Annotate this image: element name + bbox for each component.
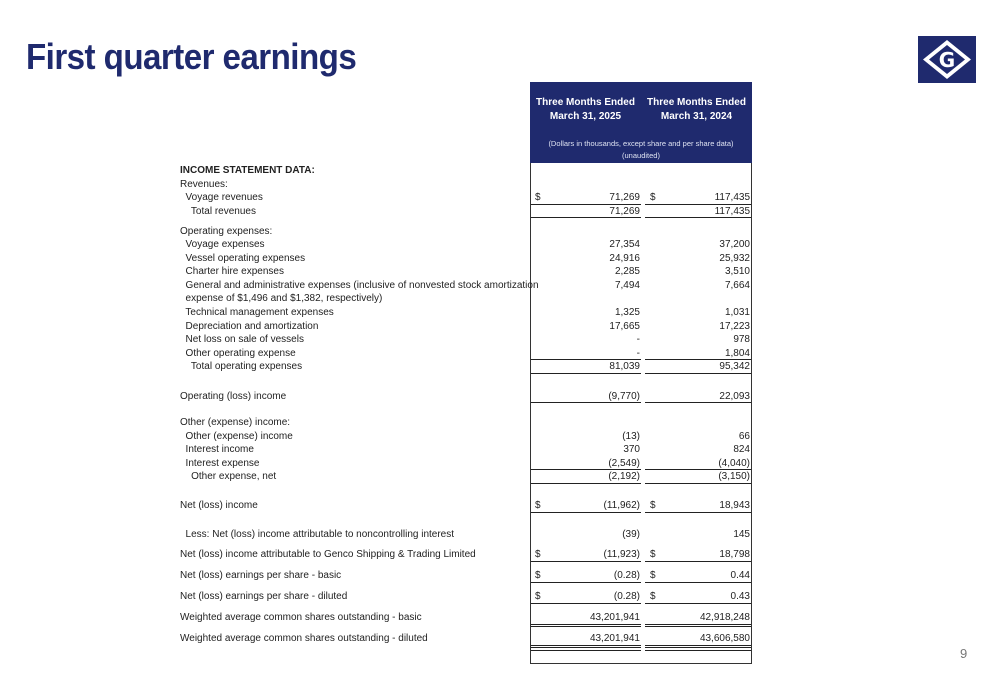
table-rule <box>645 624 751 625</box>
value-2024: 1,031 <box>724 307 750 318</box>
column-header-line: Three Months Ended <box>536 97 635 108</box>
value-2024: 17,223 <box>719 321 750 332</box>
dollar-sign-2025: $ <box>535 570 541 581</box>
dollar-sign-2025: $ <box>535 549 541 560</box>
row-label: INCOME STATEMENT DATA: <box>180 165 315 176</box>
row-label: Weighted average common shares outstanding - diluted <box>180 633 428 644</box>
column-header-line: Three Months Ended <box>647 97 746 108</box>
row-label: Weighted average common shares outstanding - basic <box>180 612 422 623</box>
value-2024: 43,606,580 <box>699 633 750 644</box>
row-label: General and administrative expenses (inclusive of nonvested stock amortization <box>180 280 539 291</box>
table-rule <box>645 647 751 648</box>
value-2025: (0.28) <box>613 591 640 602</box>
table-rule <box>531 647 641 648</box>
table-rule <box>645 603 751 604</box>
value-2024: 37,200 <box>719 239 750 250</box>
value-2025: 81,039 <box>609 361 640 372</box>
value-2024: 1,804 <box>724 348 750 359</box>
table-rule <box>645 650 751 651</box>
table-row <box>180 499 752 512</box>
value-2024: 66 <box>738 431 750 442</box>
column-header-2025 <box>530 96 641 124</box>
value-2024: 117,435 <box>714 206 750 217</box>
value-2025: 27,354 <box>609 239 640 250</box>
table-rule <box>645 373 751 374</box>
value-2025: (2,549) <box>608 458 640 469</box>
page-number: 9 <box>960 646 968 661</box>
table-row <box>180 265 752 278</box>
dollar-sign-2024: $ <box>650 500 656 511</box>
row-label: expense of $1,496 and $1,382, respectively) <box>180 293 383 304</box>
row-label: Revenues: <box>180 179 228 190</box>
table-rule <box>645 561 751 562</box>
value-2025: 17,665 <box>609 321 640 332</box>
units-note-line: (Dollars in thousands, except share and per share data) <box>548 139 734 148</box>
table-rule <box>531 624 641 625</box>
table-row <box>180 333 752 346</box>
value-2025: 43,201,941 <box>589 633 640 644</box>
value-2024: 42,918,248 <box>699 612 750 623</box>
row-label: Operating expenses: <box>180 226 273 237</box>
table-rule <box>645 402 751 403</box>
row-label: Other (expense) income: <box>180 417 291 428</box>
row-label: Voyage revenues <box>180 192 263 203</box>
row-label: Other operating expense <box>180 348 296 359</box>
dollar-sign-2025: $ <box>535 591 541 602</box>
table-row <box>180 632 752 645</box>
table-rule <box>645 204 751 205</box>
table-rule <box>531 512 641 513</box>
table-rule <box>645 626 751 627</box>
table-rule <box>531 603 641 604</box>
units-note <box>530 138 752 162</box>
value-2025: (13) <box>622 431 640 442</box>
logo-letter: G <box>938 48 956 72</box>
table-row <box>180 443 752 456</box>
table-rule <box>531 626 641 627</box>
table-row <box>180 225 752 238</box>
column-header-line: March 31, 2025 <box>549 111 622 122</box>
row-label: Total revenues <box>180 206 256 217</box>
value-2024: 7,664 <box>724 280 750 291</box>
value-2024: 18,798 <box>719 549 750 560</box>
table-row <box>180 360 752 373</box>
table-row <box>180 590 752 603</box>
table-row <box>180 528 752 541</box>
table-rule <box>531 217 641 218</box>
table-row <box>180 611 752 624</box>
row-label: Total operating expenses <box>180 361 303 372</box>
row-label: Operating (loss) income <box>180 391 287 402</box>
row-label: Voyage expenses <box>180 239 265 250</box>
value-2024: 95,342 <box>719 361 750 372</box>
table-row <box>180 292 752 305</box>
value-2025: (11,923) <box>603 549 640 560</box>
value-2024: (4,040) <box>718 458 750 469</box>
value-2025: 43,201,941 <box>589 612 640 623</box>
value-2024: 117,435 <box>714 192 750 203</box>
row-label: Net (loss) earnings per share - basic <box>180 570 342 581</box>
table-row <box>180 548 752 561</box>
value-2025: 1,325 <box>614 307 640 318</box>
value-2025: (9,770) <box>608 391 640 402</box>
row-label: Net loss on sale of vessels <box>180 334 304 345</box>
value-2024: 145 <box>733 529 750 540</box>
value-2024: 22,093 <box>719 391 750 402</box>
table-row <box>180 416 752 429</box>
value-2025: 2,285 <box>614 266 640 277</box>
table-row <box>180 430 752 443</box>
table-rule <box>645 645 751 646</box>
row-label: Technical management expenses <box>180 307 334 318</box>
value-2024: (3,150) <box>718 471 750 482</box>
row-label: Net (loss) income <box>180 500 258 511</box>
table-rule <box>531 645 641 646</box>
value-2024: 25,932 <box>719 253 750 264</box>
table-rule <box>531 469 641 470</box>
table-row <box>180 191 752 204</box>
value-2025: (2,192) <box>608 471 640 482</box>
value-2025: 71,269 <box>609 192 640 203</box>
table-row <box>180 470 752 483</box>
row-label: Depreciation and amortization <box>180 321 319 332</box>
table-rule <box>531 582 641 583</box>
value-2025: (0.28) <box>613 570 640 581</box>
units-note-line: (unaudited) <box>622 151 660 160</box>
table-rule <box>645 483 751 484</box>
value-2025: 71,269 <box>609 206 640 217</box>
page-title: First quarter earnings <box>26 36 357 77</box>
table-rule <box>531 561 641 562</box>
column-header-2024 <box>641 96 752 124</box>
row-label: Net (loss) earnings per share - diluted <box>180 591 348 602</box>
value-2025: (39) <box>622 529 640 540</box>
dollar-sign-2025: $ <box>535 500 541 511</box>
column-header-line: March 31, 2024 <box>660 111 733 122</box>
table-rule <box>645 359 751 360</box>
table-rule <box>531 359 641 360</box>
genco-logo-icon <box>918 36 976 83</box>
value-2024: 0.44 <box>730 570 750 581</box>
table-rule <box>645 512 751 513</box>
table-row <box>180 178 752 191</box>
table-row <box>180 569 752 582</box>
table-rule <box>645 469 751 470</box>
table-column-header-panel <box>530 82 752 163</box>
table-row <box>180 320 752 333</box>
row-label: Other expense, net <box>180 471 277 482</box>
value-2024: 824 <box>733 444 750 455</box>
value-2024: 978 <box>733 334 750 345</box>
row-label: Interest income <box>180 444 254 455</box>
row-label: Interest expense <box>180 458 260 469</box>
dollar-sign-2024: $ <box>650 192 656 203</box>
row-label: Other (expense) income <box>180 431 293 442</box>
value-2024: 18,943 <box>719 500 750 511</box>
value-2025: (11,962) <box>603 500 640 511</box>
table-rule <box>531 650 641 651</box>
dollar-sign-2025: $ <box>535 192 541 203</box>
table-row <box>180 306 752 319</box>
table-row <box>180 252 752 265</box>
table-row <box>180 164 752 177</box>
value-2025: 370 <box>623 444 640 455</box>
table-rule <box>531 402 641 403</box>
row-label: Vessel operating expenses <box>180 253 306 264</box>
value-2024: 0.43 <box>730 591 750 602</box>
table-row <box>180 238 752 251</box>
value-2025: - <box>636 334 640 345</box>
value-2024: 3,510 <box>724 266 750 277</box>
dollar-sign-2024: $ <box>650 591 656 602</box>
table-rule <box>531 483 641 484</box>
dollar-sign-2024: $ <box>650 570 656 581</box>
dollar-sign-2024: $ <box>650 549 656 560</box>
table-row <box>180 279 752 292</box>
row-label: Less: Net (loss) income attributable to noncontrolling interest <box>180 529 455 540</box>
table-rule <box>531 204 641 205</box>
value-2025: 24,916 <box>609 253 640 264</box>
row-label: Net (loss) income attributable to Genco Shipping & Trading Limited <box>180 549 476 560</box>
table-rule <box>645 582 751 583</box>
table-rule <box>531 373 641 374</box>
value-2025: - <box>636 348 640 359</box>
table-rule <box>645 217 751 218</box>
value-2025: 7,494 <box>614 280 640 291</box>
row-label: Charter hire expenses <box>180 266 284 277</box>
